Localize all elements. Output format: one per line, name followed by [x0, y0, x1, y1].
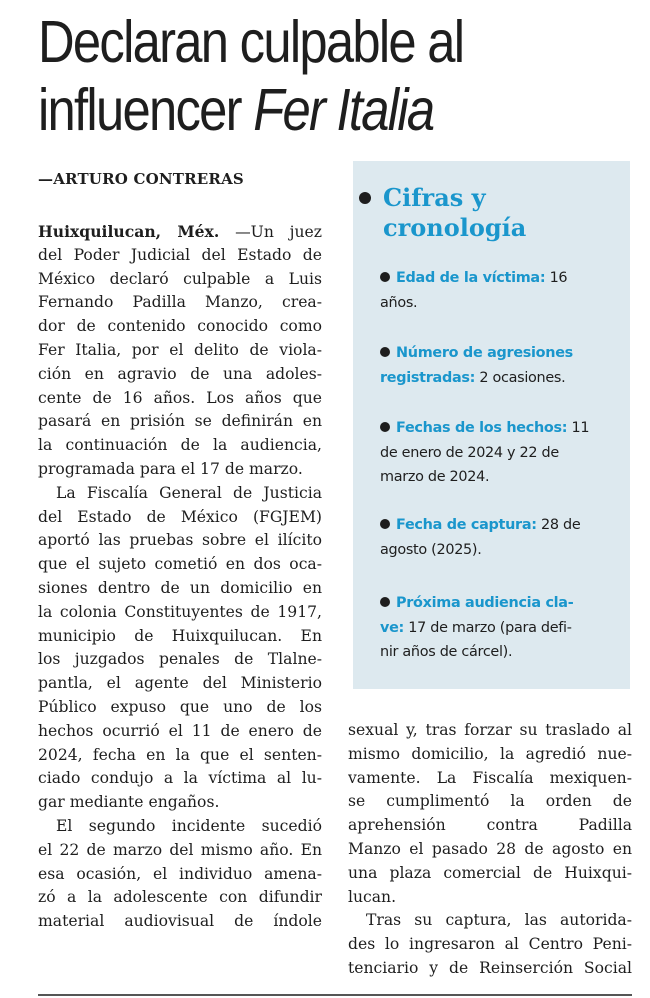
article-line: Público expuso que uno de los [38, 697, 322, 716]
article-line: los juzgados penales de Tlalne- [38, 650, 322, 669]
article-line: La Fiscalía General de Justicia [56, 483, 322, 502]
article-line: tenciario y de Reinserción Social [348, 958, 632, 977]
bullet-icon [380, 422, 390, 432]
sidebar-title-line-1: Cifras y [383, 183, 486, 212]
article-line: El segundo incidente sucedió [56, 816, 322, 835]
article-line: municipio de Huixquilucan. En [38, 626, 322, 645]
article-line: cente de 16 años. Los años que [38, 388, 322, 407]
article-line: del Estado de México (FGJEM) [38, 507, 322, 526]
facts-sidebar [353, 161, 630, 689]
first-line-rest: —Un juez [219, 223, 322, 241]
article-column-2 [348, 719, 632, 981]
bullet-icon [359, 192, 371, 204]
sidebar-item-label: Número de agresiones [396, 345, 573, 361]
sidebar-item-line [380, 513, 620, 538]
sidebar-item-value-line: agosto (2025). [380, 541, 482, 558]
byline: —ARTURO CONTRERAS [38, 170, 244, 188]
bullet-icon [380, 519, 390, 529]
article-line: zó a la adolescente con difundir [38, 888, 322, 907]
article-line: programada para el 17 de marzo. [38, 459, 303, 478]
column-2-lines [348, 719, 632, 981]
article-first-line [38, 220, 322, 244]
article-line: des lo ingresaron al Centro Peni- [348, 935, 632, 954]
sidebar-item-label: Edad de la víctima: [396, 270, 546, 286]
headline-line-2 [38, 76, 554, 144]
bullet-icon [380, 272, 390, 282]
headline-line-1: Declaran culpable al [38, 9, 464, 75]
sidebar-title [383, 183, 526, 243]
article-line: aprehensión contra Padilla [348, 816, 632, 835]
article-line: México declaró culpable a Luis [38, 269, 322, 288]
sidebar-item-value-line: marzo de 2024. [380, 469, 490, 485]
article-line: del Poder Judicial del Estado de [38, 245, 322, 264]
bottom-rule [38, 994, 632, 996]
sidebar-item-line [380, 266, 620, 291]
sidebar-item-label: ve: [380, 619, 404, 636]
sidebar-item [380, 341, 620, 390]
article-line: Fer Italia, por el delito de viola- [38, 340, 322, 359]
headline-line-2-plain: influencer [38, 77, 254, 143]
article-line: que el sujeto cometió en dos oca- [38, 555, 322, 574]
article-line: la continuación de la audiencia, [38, 436, 322, 455]
headline [38, 8, 554, 144]
article-line: lucan. [348, 887, 397, 906]
sidebar-item-line [380, 341, 620, 366]
bullet-icon [380, 597, 390, 607]
article-line: mismo domicilio, la agredió nue- [348, 744, 632, 763]
article-line: ción en agravio de una adoles- [38, 364, 322, 383]
article-line: pasará en prisión se definirán en [38, 412, 322, 431]
sidebar-item-label: Próxima audiencia cla- [396, 595, 574, 611]
article-line: 2024, fecha en la que el senten- [38, 745, 322, 764]
sidebar-item [380, 513, 620, 562]
sidebar-item [380, 266, 620, 315]
article-line: esa ocasión, el individuo amena- [38, 864, 322, 883]
sidebar-item-value-line: años. [380, 294, 418, 311]
article-line: Fernando Padilla Manzo, crea- [38, 293, 322, 312]
sidebar-item-value: 11 [567, 420, 590, 436]
article-line: ciado condujo a la víctima al lu- [38, 769, 322, 788]
article-line: el 22 de marzo del mismo año. En [38, 840, 322, 859]
sidebar-item-label: Fecha de captura: [396, 517, 537, 533]
sidebar-item-line [380, 366, 620, 391]
article-line: hechos ocurrió el 11 de enero de [38, 721, 322, 740]
article-column-1 [38, 220, 322, 934]
headline-line-2-italic: Fer Italia [253, 77, 434, 143]
dateline: Huixquilucan, Méx. [38, 222, 220, 241]
sidebar-item-value: 16 [545, 270, 568, 286]
sidebar-item-value: 28 de [536, 517, 581, 533]
sidebar-item [380, 591, 620, 665]
sidebar-item-label: registradas: [380, 369, 476, 386]
sidebar-item [380, 416, 620, 490]
sidebar-item-line [380, 416, 620, 441]
article-line: dor de contenido conocido como [38, 317, 322, 336]
article-line: sexual y, tras forzar su traslado al [348, 721, 632, 739]
sidebar-item-value: 17 de marzo (para defi- [404, 619, 572, 636]
sidebar-item-value-line: de enero de 2024 y 22 de [380, 444, 559, 461]
column-1-lines [38, 244, 322, 934]
article-line: pantla, el agente del Ministerio [38, 674, 322, 693]
article-line: Tras su captura, las autorida- [366, 911, 632, 930]
sidebar-item-line [380, 591, 620, 616]
article-line: la colonia Constituyentes de 1917, [38, 602, 322, 621]
article-line: una plaza comercial de Huixqui- [348, 863, 632, 882]
sidebar-item-value: 2 ocasiones. [475, 369, 566, 386]
article-line: vamente. La Fiscalía mexiquen- [348, 768, 632, 787]
sidebar-item-value-line: nir años de cárcel). [380, 644, 513, 660]
bullet-icon [380, 347, 390, 357]
article-line: aportó las pruebas sobre el ilícito [38, 531, 322, 550]
sidebar-title-line-2: cronología [383, 213, 527, 242]
article-line: gar mediante engaños. [38, 793, 220, 812]
article-line: Manzo el pasado 28 de agosto en [348, 839, 632, 858]
article-line: se cumplimentó la orden de [348, 792, 632, 811]
article-line: siones dentro de un domicilio en [38, 578, 322, 597]
sidebar-item-line [380, 616, 620, 641]
sidebar-item-label: Fechas de los hechos: [396, 420, 568, 436]
article-line: material audiovisual de índole [38, 912, 322, 931]
